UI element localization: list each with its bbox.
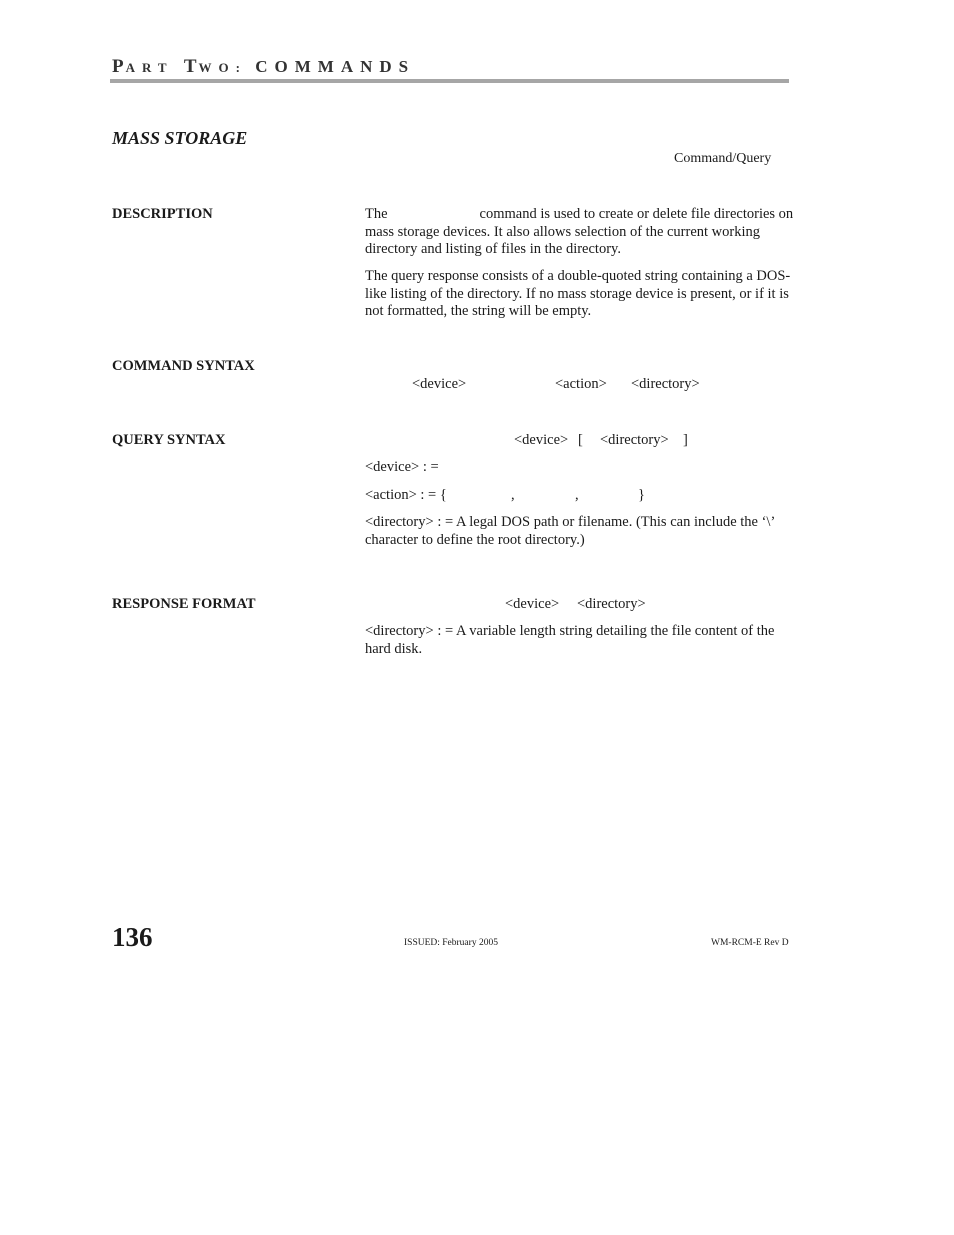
header-part-initial: P: [112, 56, 126, 77]
response-format-directory: <directory>: [577, 596, 646, 612]
action-definition-start: <action> : = {: [365, 487, 447, 503]
response-directory-definition: <directory> : = A variable length string detailing the file content of the hard disk.: [365, 623, 775, 657]
header-two-rest: WO: [198, 60, 236, 75]
header-two-initial: T: [183, 56, 199, 77]
action-definition-comma-1: ,: [511, 487, 515, 503]
query-syntax-device: <device>: [514, 432, 569, 448]
action-definition-end: }: [638, 487, 645, 503]
command-syntax-label: COMMAND SYNTAX: [112, 358, 255, 374]
header-rule: [110, 79, 789, 83]
query-syntax-close-bracket: ]: [683, 432, 688, 448]
section-title: MASS STORAGE: [112, 128, 248, 148]
header-colon: :: [235, 60, 248, 75]
command-syntax-directory: <directory>: [631, 376, 700, 392]
action-definition-comma-2: ,: [575, 487, 579, 503]
query-syntax-label: QUERY SYNTAX: [112, 432, 226, 448]
header-part-rest: ART: [125, 60, 174, 75]
description-paragraph-2: The query response consists of a double-quoted string containing a DOS-like listing of the directory. If no mass storage device is present, or if it is not formatted, the string will be empty.: [365, 268, 791, 319]
description-p1-start: The: [365, 206, 388, 222]
command-syntax-device: <device>: [412, 376, 467, 392]
description-paragraph-1: [365, 206, 797, 259]
command-type-note: Command/Query: [674, 151, 772, 166]
response-format-device: <device>: [505, 596, 560, 612]
device-definition: <device> : =: [365, 459, 439, 475]
query-syntax-open-bracket: [: [578, 432, 583, 448]
command-syntax-action: <action>: [555, 376, 607, 392]
header-commands: COMMANDS: [255, 57, 416, 76]
running-header: [112, 56, 415, 78]
page-number: 136: [112, 922, 153, 952]
description-label: DESCRIPTION: [112, 206, 213, 222]
query-syntax-directory: <directory>: [600, 432, 669, 448]
issued-date: ISSUED: February 2005: [404, 938, 498, 948]
description-p1-rest: command is used to create or delete file directories on mass storage devices. It also allows selection of the current working directory and listing of files in the directory.: [365, 206, 794, 257]
directory-definition: <directory> : = A legal DOS path or filename. (This can include the ‘\’ character to define the root directory.): [365, 514, 775, 548]
document-id: WM-RCM-E Rev D: [711, 938, 789, 948]
response-format-label: RESPONSE FORMAT: [112, 596, 256, 612]
